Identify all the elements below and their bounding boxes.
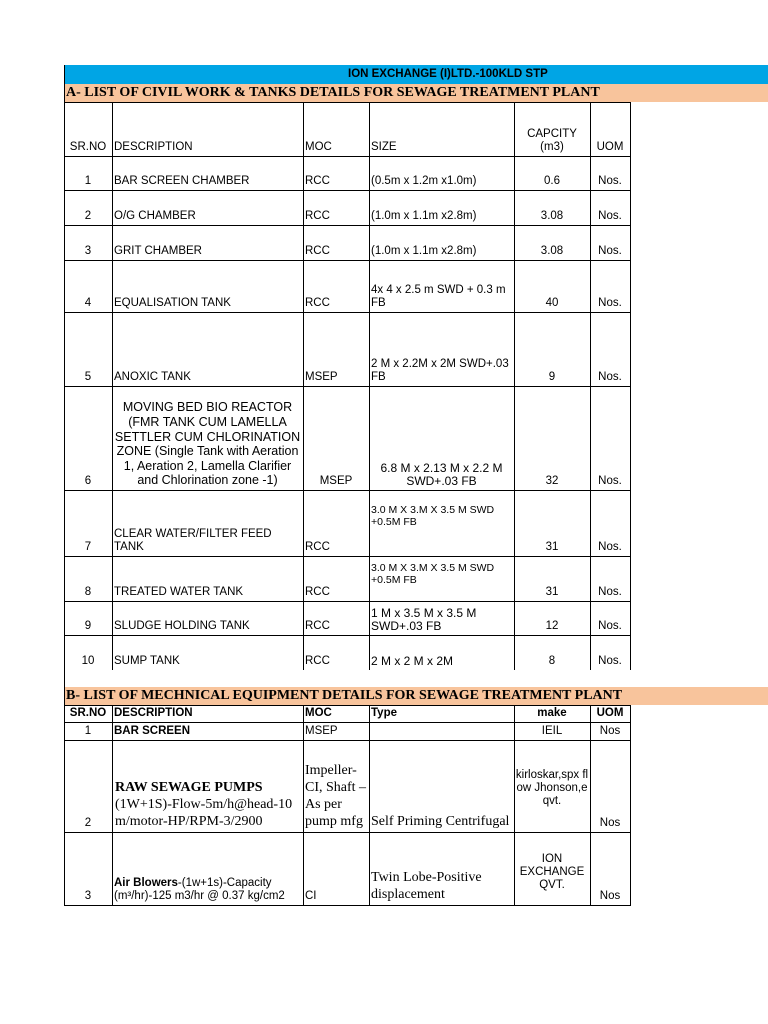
- size-cell: (1.0m x 1.1m x2.8m): [371, 245, 477, 257]
- capacity-cell: 31: [545, 586, 559, 598]
- col-make: make: [537, 707, 567, 719]
- capacity-cell: 8: [548, 655, 556, 667]
- moc-cell: MSEP: [305, 724, 338, 737]
- grid-line: [514, 705, 515, 905]
- section-b-bar: [64, 687, 768, 705]
- grid-line: [64, 905, 631, 906]
- table-row: [64, 156, 630, 190]
- blower-name: Air Blowers: [114, 877, 178, 889]
- moc-cell: MSEP: [319, 475, 353, 487]
- srno-cell: 3: [84, 245, 92, 257]
- uom-cell: Nos.: [598, 655, 622, 667]
- grid-line: [64, 312, 630, 313]
- grid-line: [590, 705, 591, 905]
- grid-line: [112, 102, 113, 670]
- grid-line: [514, 102, 515, 670]
- uom-cell: Nos.: [598, 245, 622, 257]
- grid-line: [64, 190, 630, 191]
- col-capacity: CAPCITY (m3): [527, 128, 577, 153]
- title-bar: [64, 65, 768, 84]
- section-b-title: B- LIST OF MECHNICAL EQUIPMENT DETAILS FOR SEWAGE TREATMENT PLANT: [66, 688, 623, 703]
- grid-line: [64, 722, 630, 723]
- capacity-cell: 3.08: [540, 245, 564, 257]
- equipment-table-header: [64, 705, 630, 722]
- srno-cell: 6: [84, 475, 92, 487]
- srno-cell: 8: [84, 586, 92, 598]
- moc-cell: RCC: [305, 245, 330, 257]
- grid-line: [64, 156, 630, 157]
- moc-cell: RCC: [305, 586, 330, 598]
- size-cell: 6.8 M x 2.13 M x 2.2 M SWD+.03 FB: [380, 461, 503, 488]
- table-row: [64, 635, 630, 670]
- srno-cell: 3: [84, 890, 92, 902]
- uom-cell: Nos.: [598, 620, 622, 632]
- sheet-title: ION EXCHANGE (I)LTD.-100KLD STP: [348, 68, 548, 80]
- table-row: [64, 225, 630, 260]
- description-cell: ANOXIC TANK: [114, 371, 191, 383]
- table-row: [64, 832, 630, 905]
- capacity-cell: 9: [548, 371, 556, 383]
- size-cell: (0.5m x 1.2m x1.0m): [371, 175, 477, 187]
- grid-line: [590, 102, 591, 670]
- table-row: [64, 601, 630, 635]
- description-cell: SLUDGE HOLDING TANK: [114, 620, 250, 632]
- type-cell: [369, 722, 514, 740]
- srno-cell: 9: [84, 620, 92, 632]
- civil-table-header: [64, 102, 630, 156]
- srno-cell: 5: [84, 371, 92, 383]
- section-a-bar: [64, 84, 768, 102]
- description-cell: SUMP TANK: [114, 655, 180, 667]
- description-cell: BAR SCREEN: [114, 724, 191, 737]
- grid-line: [64, 225, 630, 226]
- grid-line: [64, 102, 630, 103]
- srno-cell: 10: [81, 655, 95, 667]
- col-srno: SR.NO: [69, 141, 107, 153]
- size-cell: (1.0m x 1.1m x2.8m): [371, 210, 477, 222]
- grid-line: [112, 102, 113, 103]
- section-a-title: A- LIST OF CIVIL WORK & TANKS DETAILS FOR SEWAGE TREATMENT PLANT: [66, 85, 600, 100]
- uom-cell: Nos.: [598, 475, 622, 487]
- grid-line: [630, 705, 631, 905]
- capacity-cell: 3.08: [540, 210, 564, 222]
- col-srno: SR.NO: [69, 707, 107, 719]
- moc-cell: RCC: [305, 620, 330, 632]
- description-cell: CLEAR WATER/FILTER FEED TANK: [114, 528, 272, 553]
- grid-line: [303, 102, 304, 670]
- capacity-cell: 12: [545, 620, 559, 632]
- civil-works-table: [64, 102, 630, 669]
- capacity-cell: 31: [545, 541, 559, 553]
- size-cell: 3.0 M X 3.M X 3.5 M SWD +0.5M FB: [371, 504, 495, 528]
- grid-line: [64, 490, 630, 491]
- uom-cell: Nos: [599, 817, 621, 829]
- make-cell: ION EXCHANGE QVT.: [519, 853, 585, 891]
- grid-line: [369, 705, 370, 905]
- uom-cell: Nos.: [598, 541, 622, 553]
- uom-cell: Nos.: [598, 586, 622, 598]
- grid-line: [64, 65, 65, 906]
- grid-line: [112, 705, 113, 905]
- table-row: [64, 556, 630, 601]
- table-row: [64, 190, 630, 225]
- equipment-table: [64, 705, 630, 905]
- description-cell: BAR SCREEN CHAMBER: [114, 175, 250, 187]
- type-cell: Self Priming Centrifugal: [371, 814, 510, 829]
- table-row: [64, 386, 630, 490]
- srno-cell: 1: [84, 724, 92, 737]
- table-row: [64, 260, 630, 312]
- table-row: [64, 722, 630, 740]
- size-cell: 2 M x 2.2M x 2M SWD+.03 FB: [371, 358, 509, 383]
- moc-cell: RCC: [305, 210, 330, 222]
- capacity-cell: 40: [545, 297, 559, 309]
- size-cell: 1 M x 3.5 M x 3.5 M SWD+.03 FB: [371, 606, 477, 633]
- pump-spec: (1W+1S)-Flow-5m/h@head-10m/motor-HP/RPM-3/2900: [115, 797, 293, 829]
- srno-cell: 2: [84, 817, 92, 829]
- table-row: [64, 312, 630, 386]
- grid-line: [64, 260, 630, 261]
- uom-cell: Nos.: [598, 175, 622, 187]
- grid-line: [64, 740, 630, 741]
- table-row: [64, 490, 630, 556]
- col-type: Type: [371, 707, 397, 719]
- grid-line: [64, 386, 630, 387]
- description-cell: EQUALISATION TANK: [114, 297, 231, 309]
- moc-cell: MSEP: [305, 371, 338, 383]
- uom-cell: Nos.: [598, 371, 622, 383]
- grid-line: [369, 102, 370, 670]
- description-cell: [112, 832, 303, 905]
- grid-line: [64, 601, 630, 602]
- size-cell: 3.0 M X 3.M X 3.5 M SWD +0.5M FB: [371, 562, 495, 586]
- uom-cell: Nos.: [598, 210, 622, 222]
- description-cell: MOVING BED BIO REACTOR (FMR TANK CUM LAMELLA SETTLER CUM CHLORINATION ZONE (Single Tank with Aeration 1, Aeration 2, Lamella Clarifier and Chlorination zone -1): [114, 400, 301, 488]
- col-description: DESCRIPTION: [114, 141, 193, 153]
- grid-line: [630, 102, 631, 670]
- grid-line: [64, 556, 630, 557]
- col-description: DESCRIPTION: [114, 707, 193, 719]
- description-cell: TREATED WATER TANK: [114, 586, 244, 598]
- grid-line: [64, 635, 630, 636]
- size-cell: 4x 4 x 2.5 m SWD + 0.3 m FB: [371, 284, 506, 309]
- moc-cell: RCC: [305, 655, 330, 667]
- col-size: SIZE: [371, 141, 397, 153]
- moc-cell: Impeller-CI, Shaft – As per pump mfg: [305, 763, 367, 829]
- uom-cell: Nos: [599, 890, 621, 902]
- moc-cell: RCC: [305, 175, 330, 187]
- grid-line: [303, 705, 304, 905]
- srno-cell: 1: [84, 175, 92, 187]
- moc-cell: RCC: [305, 541, 330, 553]
- uom-cell: Nos.: [598, 297, 622, 309]
- srno-cell: 7: [84, 541, 92, 553]
- col-uom: UOM: [596, 707, 624, 719]
- grid-line: [64, 705, 630, 706]
- table-row: [64, 740, 630, 832]
- moc-cell: CI: [305, 890, 317, 902]
- size-cell: 2 M x 2 M x 2M: [371, 654, 454, 668]
- make-cell: kirloskar,spx flow Jhonson,eqvt.: [515, 769, 589, 807]
- pump-name: RAW SEWAGE PUMPS: [115, 780, 263, 795]
- capacity-cell: 0.6: [544, 175, 560, 187]
- col-moc: MOC: [305, 707, 332, 719]
- col-uom: UOM: [596, 141, 624, 153]
- type-cell: Twin Lobe-Positive displacement: [371, 870, 482, 902]
- blower-spec: -(1w+1s)-Capacity (m³/hr)-125 m3/hr @ 0.37 kg/cm2: [114, 877, 285, 902]
- make-cell: IEIL: [541, 724, 563, 737]
- srno-cell: 2: [84, 210, 92, 222]
- srno-cell: 4: [84, 297, 92, 309]
- description-cell: [112, 740, 303, 832]
- description-cell: O/G CHAMBER: [114, 210, 196, 222]
- uom-cell: Nos: [599, 724, 621, 737]
- description-cell: GRIT CHAMBER: [114, 245, 202, 257]
- grid-line: [64, 832, 630, 833]
- moc-cell: RCC: [305, 297, 330, 309]
- capacity-cell: 32: [545, 475, 559, 487]
- col-moc: MOC: [305, 141, 332, 153]
